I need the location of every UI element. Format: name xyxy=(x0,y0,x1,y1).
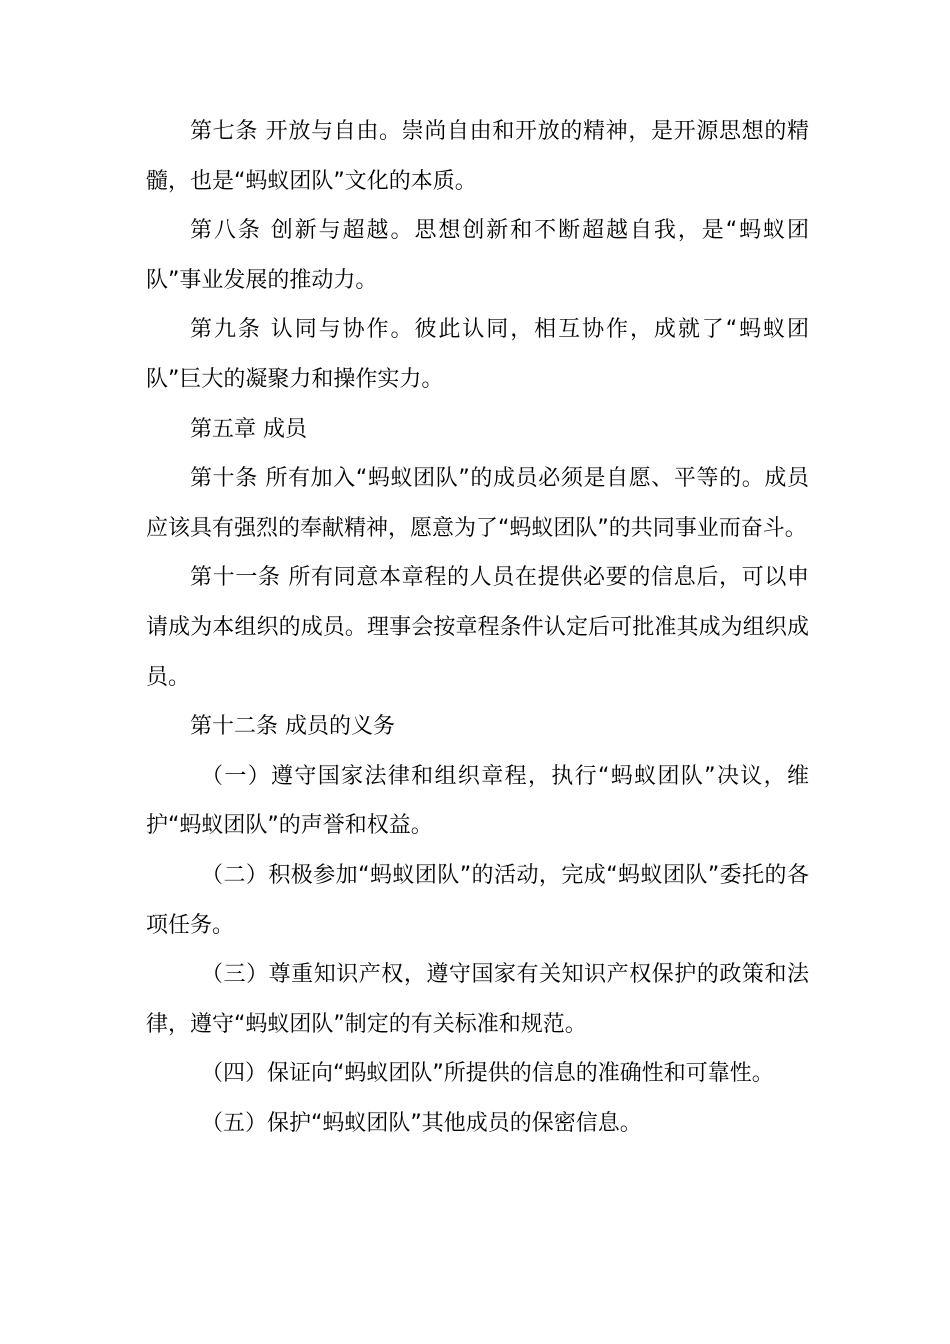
article-9-paragraph: 第九条 认同与协作。彼此认同，相互协作，成就了“蚂蚁团队”巨大的凝聚力和操作实力。 xyxy=(146,317,809,392)
article-11-paragraph: 第十一条 所有同意本章程的人员在提供必要的信息后，可以申请成为本组织的成员。理事会按章程条件认定后可批准其成为组织成员。 xyxy=(146,565,809,690)
duty-item-2: （二）积极参加“蚂蚁团队”的活动，完成“蚂蚁团队”委托的各项任务。 xyxy=(146,862,809,938)
chapter-5-heading: 第五章 成员 xyxy=(190,416,307,442)
duty-item-4: （四）保证向“蚂蚁团队”所提供的信息的准确性和可靠性。 xyxy=(201,1061,774,1087)
article-8-paragraph: 第八条 创新与超越。思想创新和不断超越自我，是“蚂蚁团队”事业发展的推动力。 xyxy=(146,218,809,293)
duty-item-3: （三）尊重知识产权，遵守国家有关知识产权保护的政策和法律，遵守“蚂蚁团队”制定的有关标准和规范。 xyxy=(146,962,809,1037)
duty-item-5: （五）保护“蚂蚁团队”其他成员的保密信息。 xyxy=(201,1110,642,1136)
article-7-paragraph: 第七条 开放与自由。崇尚自由和开放的精神，是开源思想的精髓，也是“蚂蚁团队”文化的本质。 xyxy=(146,119,809,194)
document-body xyxy=(146,107,809,1148)
article-12-heading: 第十二条 成员的义务 xyxy=(190,714,395,740)
article-10-paragraph: 第十条 所有加入“蚂蚁团队”的成员必须是自愿、平等的。成员应该具有强烈的奉献精神，愿意为了“蚂蚁团队”的共同事业而奋斗。 xyxy=(146,466,809,541)
duty-item-1: （一）遵守国家法律和组织章程，执行“蚂蚁团队”决议，维护“蚂蚁团队”的声誉和权益。 xyxy=(146,763,809,839)
